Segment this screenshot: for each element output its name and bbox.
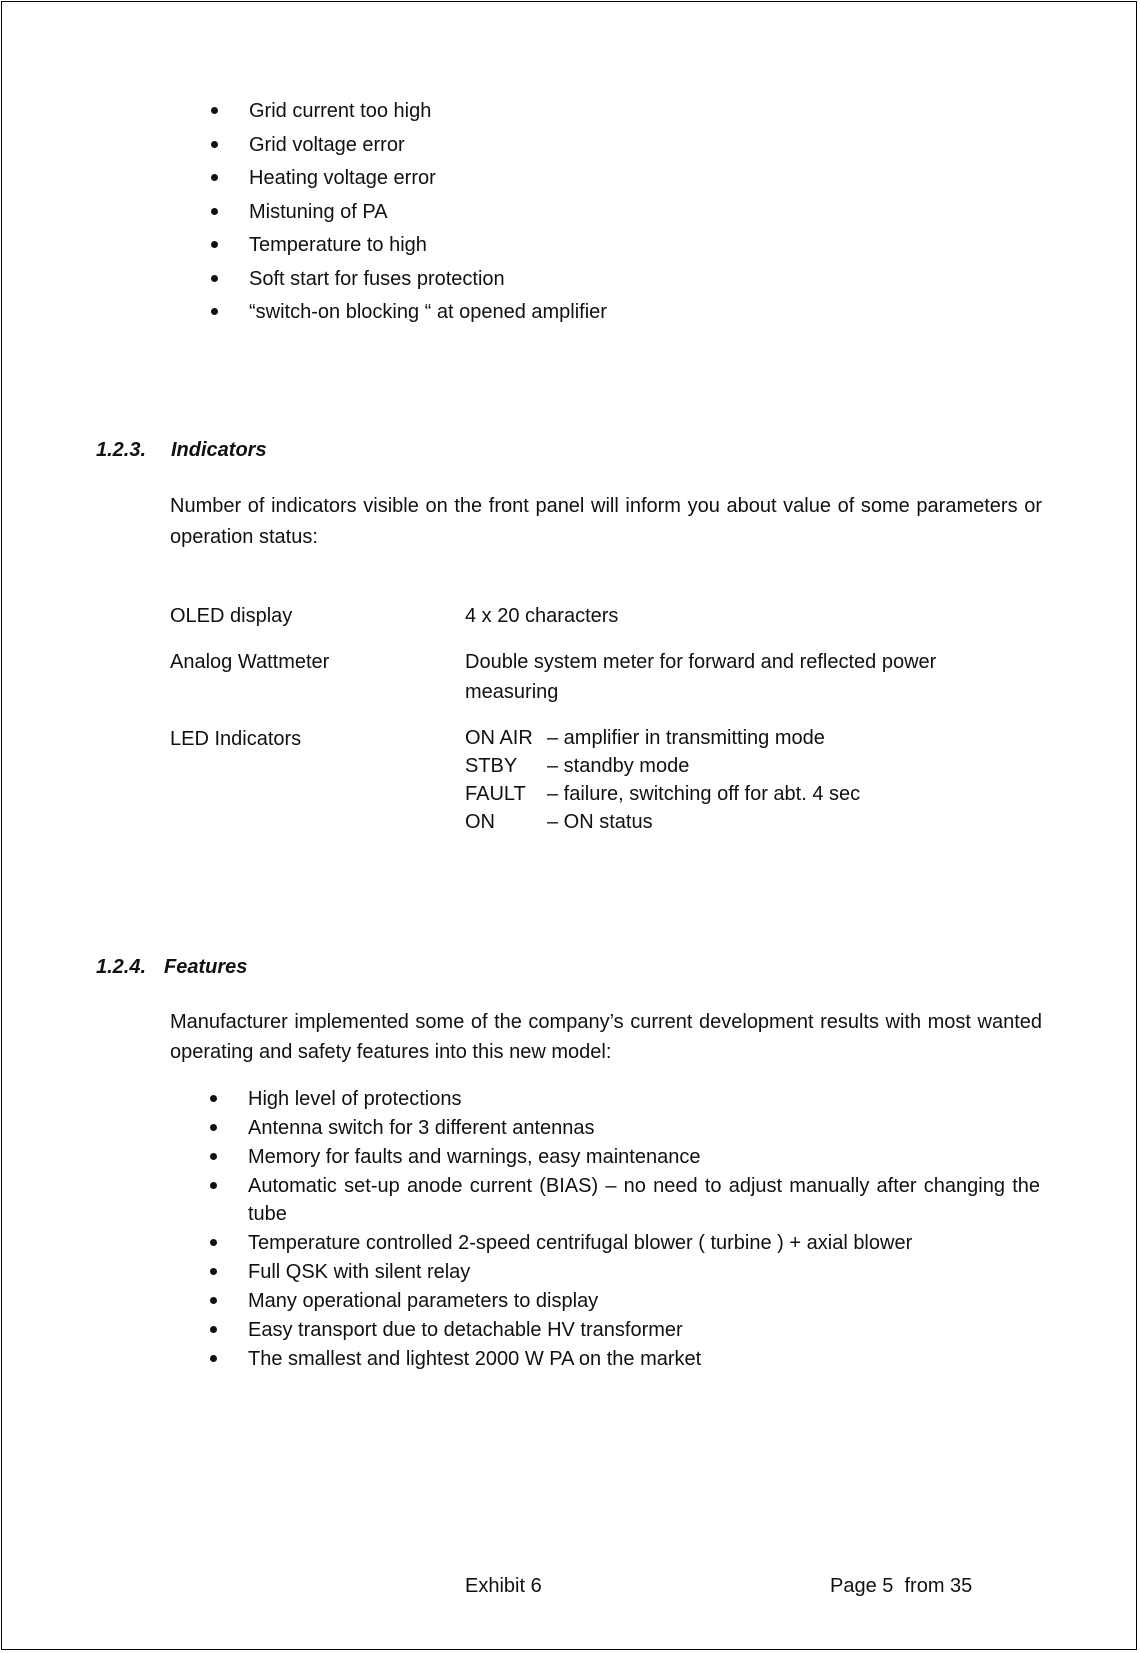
- list-item: Memory for faults and warnings, easy maintenance: [210, 1143, 1040, 1171]
- list-item: Temperature to high: [211, 230, 607, 264]
- list-item: Soft start for fuses protection: [211, 264, 607, 298]
- led-item-fault: [465, 780, 1005, 808]
- bullet-icon: [211, 174, 218, 181]
- bullet-icon: [211, 208, 218, 215]
- led-code: ON AIR: [465, 727, 533, 749]
- list-item: Automatic set-up anode current (BIAS) – no need to adjust manually after changing the tube: [210, 1172, 1040, 1228]
- led-list: [465, 724, 1005, 836]
- section-title: Features: [164, 956, 248, 978]
- bullet-icon: [211, 107, 218, 114]
- indicator-label: Analog Wattmeter: [170, 651, 330, 673]
- list-item: Full QSK with silent relay: [210, 1258, 1040, 1286]
- protections-list: [211, 96, 607, 331]
- led-desc: – failure, switching off for abt. 4 sec: [547, 783, 861, 805]
- indicator-value: Double system meter for forward and reflected power measuring: [465, 651, 937, 703]
- bullet-icon: [211, 275, 218, 282]
- bullet-icon: [211, 308, 218, 315]
- features-heading: [96, 952, 247, 982]
- footer-exhibit: Exhibit 6: [465, 1575, 542, 1597]
- indicator-label: LED Indicators: [170, 728, 302, 750]
- bullet-icon: [210, 1326, 217, 1333]
- led-item-on-air: [465, 724, 1005, 752]
- bullet-icon: [210, 1182, 217, 1189]
- list-item: High level of protections: [210, 1085, 1040, 1113]
- list-item: “switch-on blocking “ at opened amplifier: [211, 297, 607, 331]
- led-desc: – amplifier in transmitting mode: [547, 727, 825, 749]
- indicators-intro: Number of indicators visible on the front panel will inform you about value of some parameters or operation status:: [170, 495, 1042, 548]
- list-item: Grid voltage error: [211, 130, 607, 164]
- list-item: Mistuning of PA: [211, 197, 607, 231]
- bullet-icon: [210, 1124, 217, 1131]
- list-item: Easy transport due to detachable HV transformer: [210, 1316, 1040, 1344]
- list-item: Heating voltage error: [211, 163, 607, 197]
- bullet-icon: [210, 1095, 217, 1102]
- bullet-icon: [210, 1239, 217, 1246]
- led-item-on: [465, 808, 1005, 836]
- led-desc: – standby mode: [547, 755, 690, 777]
- list-item: Grid current too high: [211, 96, 607, 130]
- indicators-heading: [96, 435, 267, 465]
- led-code: FAULT: [465, 783, 526, 805]
- features-intro: Manufacturer implemented some of the company’s current development results with most wanted operating and safety features into this new model:: [170, 1011, 1042, 1063]
- bullet-icon: [211, 141, 218, 148]
- bullet-icon: [210, 1355, 217, 1362]
- list-item: Temperature controlled 2-speed centrifugal blower ( turbine ) + axial blower: [210, 1229, 1040, 1257]
- section-number: 1.2.3.: [96, 439, 147, 461]
- indicator-value: 4 x 20 characters: [465, 605, 619, 627]
- bullet-icon: [210, 1268, 217, 1275]
- indicator-label: OLED display: [170, 605, 293, 627]
- led-item-stby: [465, 752, 1005, 780]
- list-item: Many operational parameters to display: [210, 1287, 1040, 1315]
- bullet-icon: [211, 241, 218, 248]
- list-item: The smallest and lightest 2000 W PA on the market: [210, 1345, 1040, 1373]
- bullet-icon: [210, 1297, 217, 1304]
- footer-page-number: Page 5 from 35: [830, 1575, 973, 1597]
- section-title: Indicators: [171, 439, 267, 461]
- section-number: 1.2.4.: [96, 956, 147, 978]
- led-code: ON: [465, 811, 495, 833]
- led-desc: – ON status: [547, 811, 653, 833]
- led-code: STBY: [465, 755, 518, 777]
- bullet-icon: [210, 1153, 217, 1160]
- features-list: [210, 1085, 1040, 1374]
- list-item: Antenna switch for 3 different antennas: [210, 1114, 1040, 1142]
